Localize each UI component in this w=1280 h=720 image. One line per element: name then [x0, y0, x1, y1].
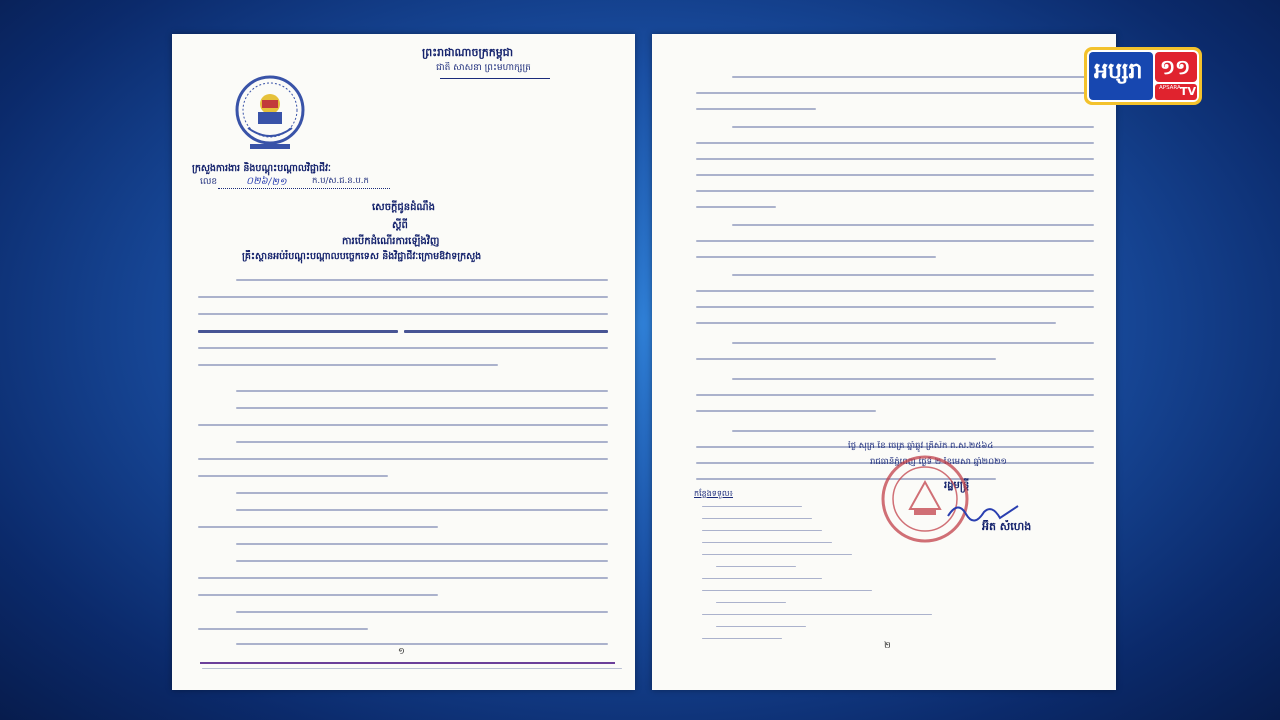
- signer-name: អ៊ិត សំហេង: [982, 520, 1032, 533]
- recipients-label: កន្លែងទទួល៖: [694, 489, 734, 498]
- channel-name: អប្សរា: [1094, 59, 1143, 84]
- ref-label: លេខ: [200, 177, 218, 187]
- apsara-tv-logo: [1084, 45, 1202, 107]
- footer-divider: [200, 662, 615, 664]
- kingdom-motto: ជាតិ សាសនា ព្រះមហាក្សត្រ: [436, 63, 531, 73]
- date-solar: រាជធានីភ្នំពេញ ថ្ងៃទី ២ ខែមេសា ឆ្នាំ២០២១: [870, 457, 1007, 467]
- ref-code: ក.ប/ស.ជ.ន.ប.ក: [312, 176, 369, 186]
- minister-title: រដ្ឋមន្ត្រី: [944, 480, 970, 491]
- date-lunar: ថ្ងៃ សុក្រ ខែ ចេត្រ ឆ្នាំឆ្លូវ ត្រីស័ក ព.ស.២៥៦៤: [848, 441, 994, 451]
- document-page-1: [172, 34, 635, 690]
- ref-suffix: /២១: [268, 177, 287, 188]
- subject-line-1: ការបើកដំណើរការឡើងវិញ: [342, 236, 440, 247]
- motto-ornament: [440, 78, 550, 79]
- kingdom-title: ព្រះរាជាណាចក្រកម្ពុជា: [422, 46, 514, 59]
- about-label: ស្តីពី: [392, 220, 408, 231]
- channel-tv: TV: [1180, 85, 1197, 98]
- page-number-2: ២: [884, 641, 891, 651]
- ministry-emblem-icon: [234, 74, 306, 152]
- ref-number: ០២៦: [246, 176, 268, 187]
- channel-number: ១១: [1160, 55, 1191, 79]
- document-type: សេចក្តីជូនដំណឹង: [372, 202, 435, 213]
- ref-dotted-line: [218, 188, 390, 189]
- subject-line-2: គ្រឹះស្ថានអប់រំបណ្តុះបណ្តាលបច្ចេកទេស និងវិជ្ជាជីវៈក្រោមឱវាទក្រសួង: [242, 251, 482, 262]
- footer-address: [202, 668, 615, 674]
- channel-brand: APSARA: [1159, 85, 1181, 91]
- page-number: ១: [398, 647, 405, 657]
- document-page-2: [652, 34, 1116, 690]
- ministry-name: ក្រសួងការងារ និងបណ្តុះបណ្តាលវិជ្ជាជីវៈ: [192, 163, 331, 174]
